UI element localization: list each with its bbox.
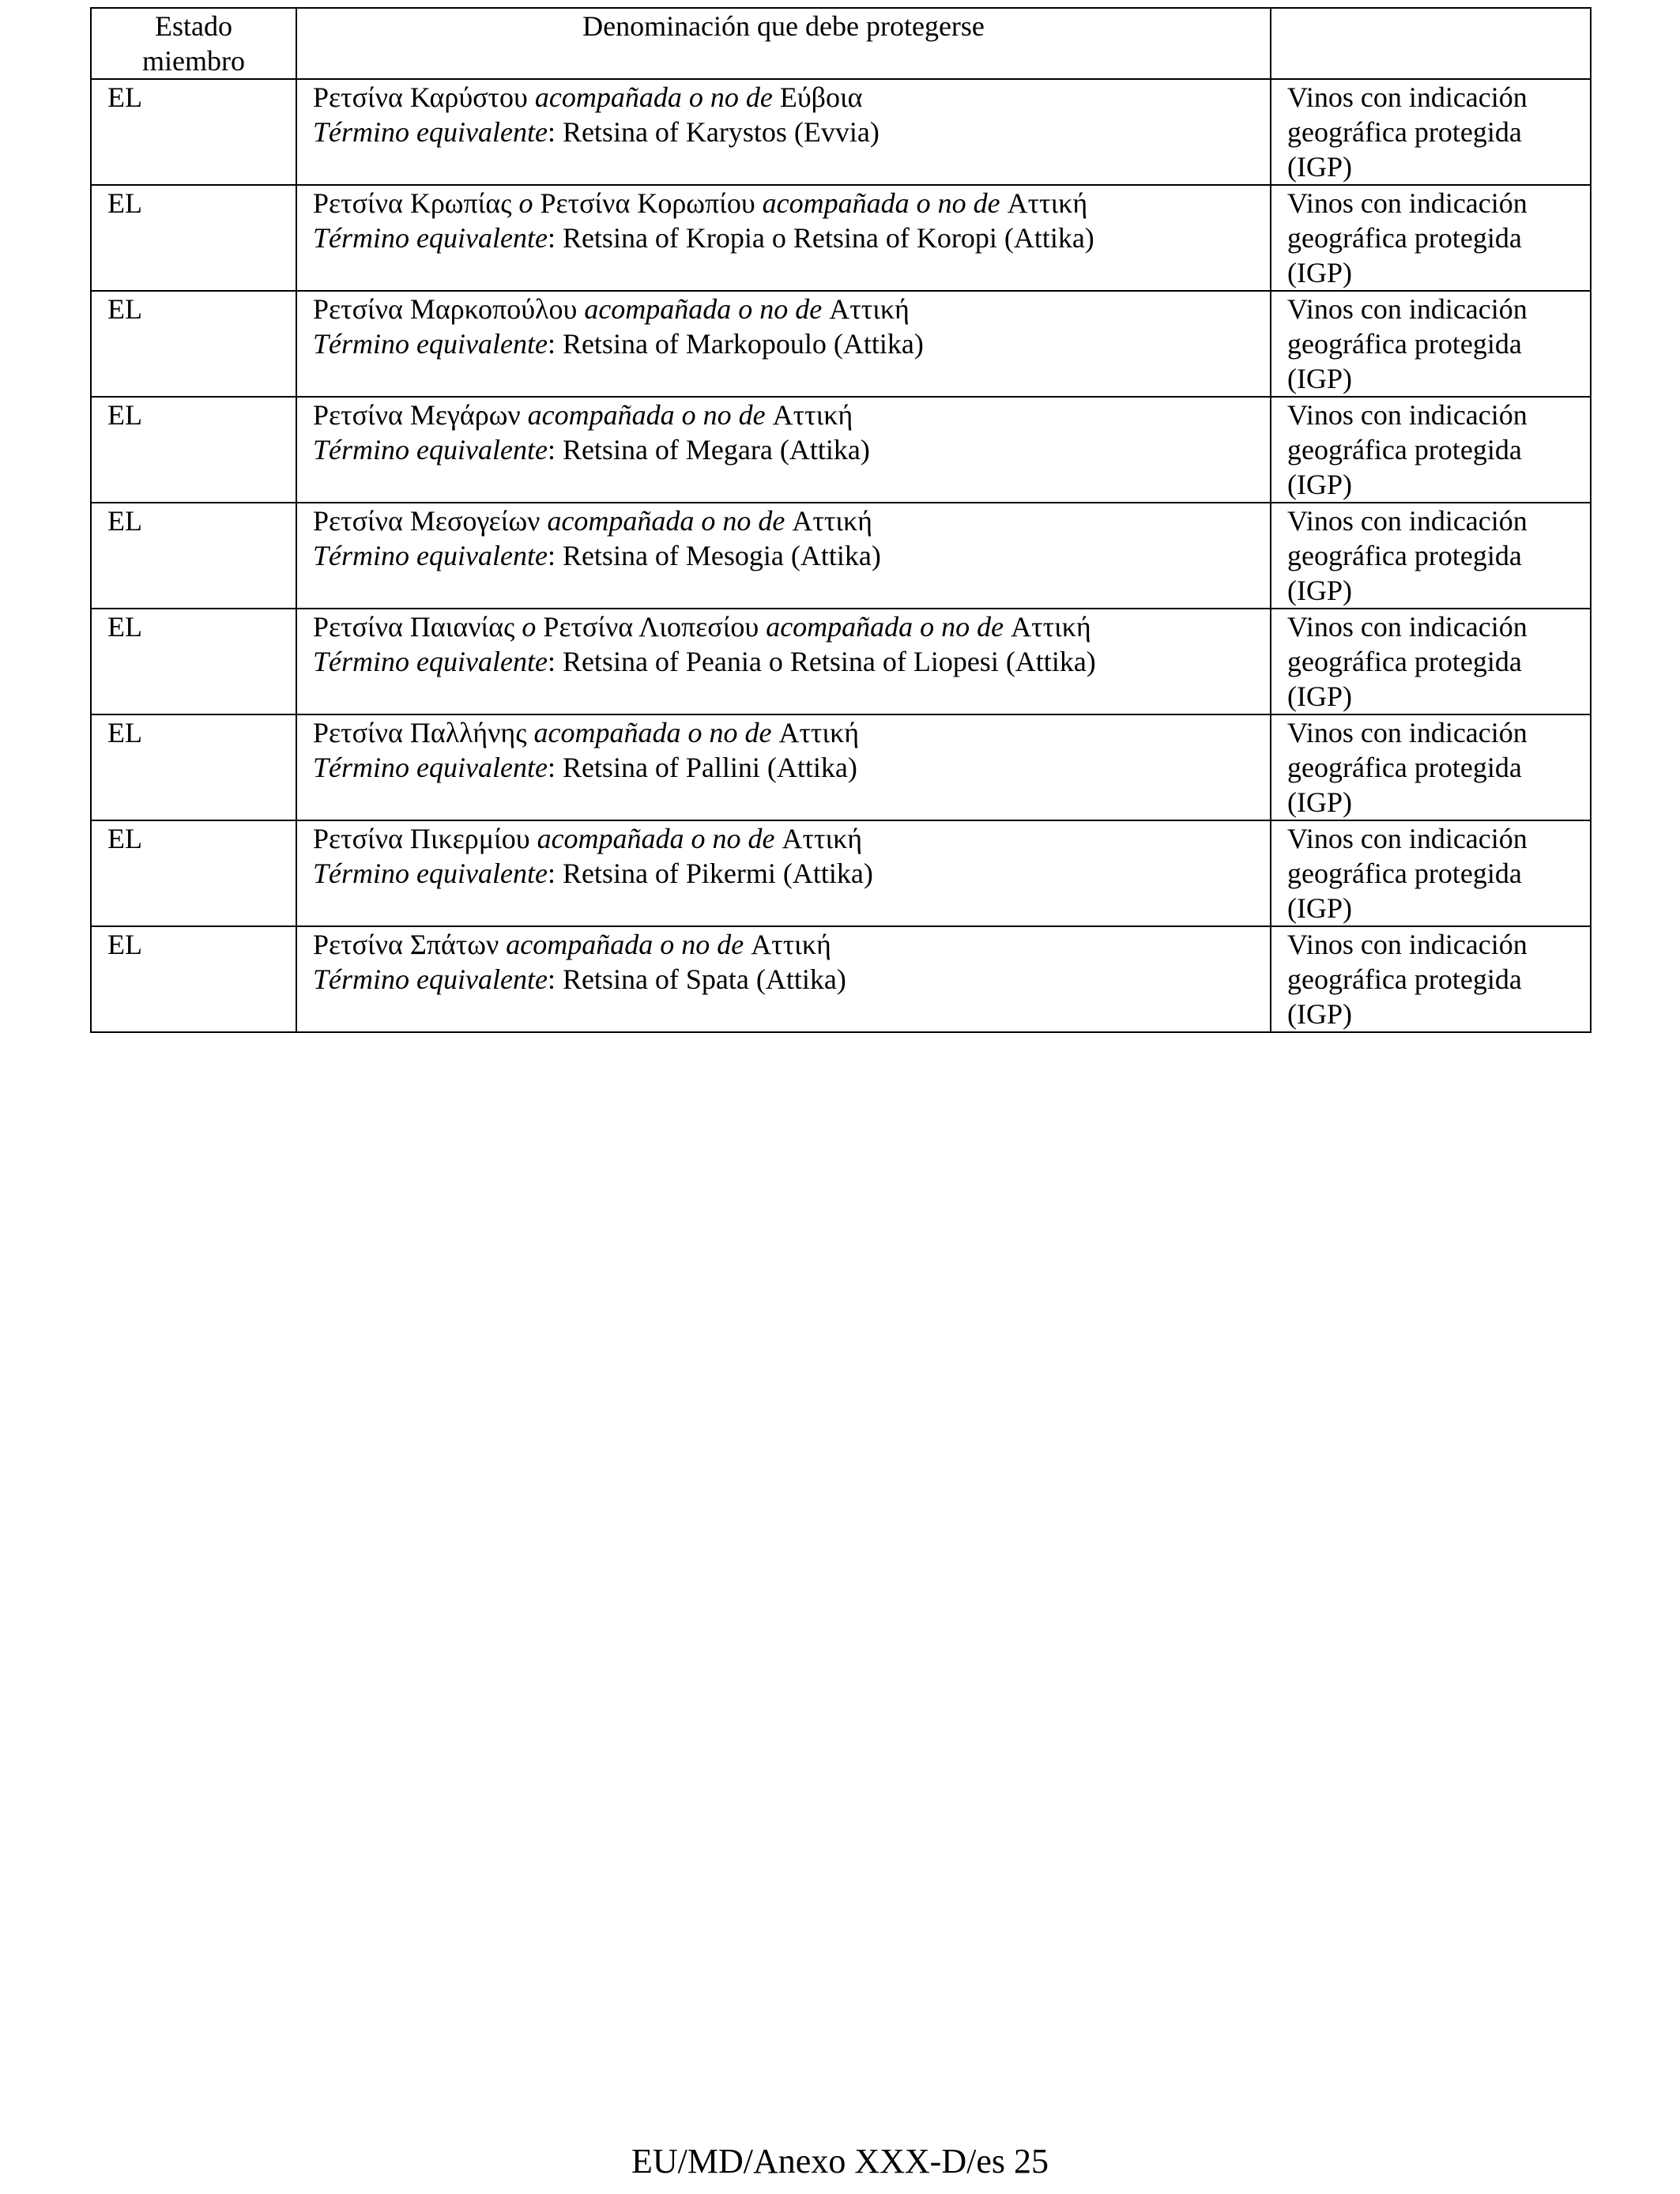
equivalent-term-line [313,115,1270,149]
equivalent-term-line [313,856,1270,891]
equivalent-term-label: Término equivalente [313,646,548,677]
category-text-line: geográfica protegida [1287,752,1522,783]
denomination-greek-name: Ρετσίνα Πικερμίου [313,823,530,854]
header-member-state-line1: Estado [155,10,232,42]
denomination-name-line [313,821,1270,856]
member-state-cell: EL [91,820,296,926]
member-state-cell: EL [91,79,296,185]
member-state-cell: EL [91,714,296,820]
denomination-name-line [313,503,1270,538]
equivalent-term-label: Término equivalente [313,752,548,783]
denomination-greek-name: Αττική [751,929,831,960]
category-text-line: (IGP) [1287,363,1352,394]
equivalent-term-value: : Retsina of Pikermi (Attika) [547,858,873,889]
header-denomination: Denominación que debe protegerse [296,8,1271,79]
equivalent-term-line [313,644,1270,679]
equivalent-term-label: Término equivalente [313,222,548,254]
denomination-greek-name: Αττική [829,293,910,325]
denomination-cell [296,926,1271,1032]
equivalent-term-value: : Retsina of Spata (Attika) [547,963,846,995]
denomination-greek-name: Ρετσίνα Κορωπίου [540,187,755,219]
member-state-cell: EL [91,503,296,609]
equivalent-term-line [313,432,1270,467]
equivalent-term-value: : Retsina of Pallini (Attika) [547,752,857,783]
table-row [91,714,1591,820]
member-state-cell: EL [91,397,296,503]
equivalent-term-label: Término equivalente [313,540,548,571]
equivalent-term-value: : Retsina of Peania o Retsina of Liopesi (Attika) [547,646,1096,677]
denomination-greek-name: Ρετσίνα Μαρκοπούλου [313,293,578,325]
geographical-indications-table [90,7,1591,1033]
denomination-greek-name: Ρετσίνα Μεγάρων [313,399,521,431]
equivalent-term-value: : Retsina of Kropia o Retsina of Koropi (Attika) [547,222,1094,254]
member-state-cell: EL [91,609,296,714]
category-text-line: (IGP) [1287,257,1352,288]
category-text-line: Vinos con indicación [1287,823,1527,854]
header-member-state [91,8,296,79]
equivalent-term-value: : Retsina of Megara (Attika) [547,434,870,466]
denomination-greek-name: Αττική [772,399,853,431]
category-text-line: geográfica protegida [1287,540,1522,571]
table-row [91,820,1591,926]
table-row [91,79,1591,185]
equivalent-term-value: : Retsina of Mesogia (Attika) [547,540,881,571]
denomination-name-line [313,80,1270,115]
denomination-greek-name: Αττική [1011,611,1091,643]
table-header-row [91,8,1591,79]
table-row [91,503,1591,609]
category-cell [1271,926,1591,1032]
category-text-line: geográfica protegida [1287,328,1522,360]
category-text-line: Vinos con indicación [1287,293,1527,325]
member-state-cell: EL [91,291,296,397]
category-text-line: (IGP) [1287,998,1352,1030]
denomination-greek-name: Εύβοια [779,81,863,113]
denomination-greek-name: Ρετσίνα Παιανίας [313,611,515,643]
table-row [91,185,1591,291]
table-row [91,291,1591,397]
table-row [91,609,1591,714]
category-cell [1271,397,1591,503]
category-text-line: Vinos con indicación [1287,399,1527,431]
denomination-name-line [313,398,1270,432]
denomination-connector-text: acompañada o no de [526,717,779,748]
category-cell [1271,609,1591,714]
equivalent-term-label: Término equivalente [313,328,548,360]
member-state-cell: EL [91,185,296,291]
page-footer-reference: EU/MD/Anexo XXX-D/es 25 [631,2142,1049,2181]
denomination-greek-name: Ρετσίνα Σπάτων [313,929,499,960]
denomination-connector-text: acompañada o no de [540,505,793,537]
equivalent-term-label: Término equivalente [313,116,548,148]
denomination-greek-name: Ρετσίνα Παλλήνης [313,717,527,748]
category-text-line: (IGP) [1287,575,1352,606]
denomination-connector-text: acompañada o no de [577,293,830,325]
header-member-state-line2: miembro [142,45,245,77]
denomination-connector-text: acompañada o no de [755,187,1008,219]
category-text-line: Vinos con indicación [1287,81,1527,113]
denomination-greek-name: Ρετσίνα Μεσογείων [313,505,541,537]
category-text-line: Vinos con indicación [1287,929,1527,960]
category-text-line: geográfica protegida [1287,434,1522,466]
category-cell [1271,503,1591,609]
category-text-line: (IGP) [1287,892,1352,924]
equivalent-term-line [313,538,1270,573]
equivalent-term-label: Término equivalente [313,434,548,466]
table-row [91,397,1591,503]
category-text-line: (IGP) [1287,680,1352,712]
table-body [91,79,1591,1032]
category-text-line: Vinos con indicación [1287,611,1527,643]
denomination-connector-text: acompañada o no de [529,823,782,854]
denomination-cell [296,185,1271,291]
denomination-greek-name: Ρετσίνα Λιοπεσίου [543,611,759,643]
category-text-line: (IGP) [1287,469,1352,500]
denomination-cell [296,714,1271,820]
equivalent-term-line [313,750,1270,785]
denomination-greek-name: Αττική [782,823,863,854]
member-state-cell: EL [91,926,296,1032]
header-category [1271,8,1591,79]
denomination-cell [296,291,1271,397]
category-text-line: Vinos con indicación [1287,717,1527,748]
denomination-connector-text: acompañada o no de [520,399,773,431]
equivalent-term-label: Término equivalente [313,858,548,889]
category-text-line: (IGP) [1287,786,1352,818]
denomination-cell [296,397,1271,503]
category-text-line: Vinos con indicación [1287,187,1527,219]
denomination-connector-text: acompañada o no de [527,81,780,113]
category-cell [1271,185,1591,291]
equivalent-term-value: : Retsina of Markopoulo (Attika) [547,328,924,360]
category-text-line: (IGP) [1287,151,1352,183]
denomination-name-line [313,715,1270,750]
category-text-line: geográfica protegida [1287,646,1522,677]
category-text-line: geográfica protegida [1287,116,1522,148]
denomination-name-line [313,292,1270,326]
category-text-line: geográfica protegida [1287,858,1522,889]
category-cell [1271,820,1591,926]
table-row [91,926,1591,1032]
denomination-cell [296,503,1271,609]
denomination-connector-text: o [514,611,544,643]
denomination-greek-name: Αττική [792,505,872,537]
category-cell [1271,714,1591,820]
category-text-line: geográfica protegida [1287,222,1522,254]
equivalent-term-line [313,962,1270,997]
denomination-greek-name: Ρετσίνα Κρωπίας [313,187,512,219]
denomination-connector-text: o [511,187,541,219]
equivalent-term-line [313,326,1270,361]
denomination-name-line [313,927,1270,962]
denomination-connector-text: acompañada o no de [759,611,1011,643]
denomination-cell [296,609,1271,714]
denomination-greek-name: Αττική [778,717,860,748]
category-cell [1271,79,1591,185]
denomination-connector-text: acompañada o no de [499,929,751,960]
equivalent-term-line [313,221,1270,255]
category-text-line: geográfica protegida [1287,963,1522,995]
category-text-line: Vinos con indicación [1287,505,1527,537]
denomination-greek-name: Αττική [1007,187,1088,219]
denomination-name-line [313,609,1270,644]
category-cell [1271,291,1591,397]
denomination-name-line [313,186,1270,221]
denomination-greek-name: Ρετσίνα Καρύστου [313,81,528,113]
denomination-cell [296,820,1271,926]
equivalent-term-value: : Retsina of Karystos (Evvia) [547,116,880,148]
denomination-cell [296,79,1271,185]
equivalent-term-label: Término equivalente [313,963,548,995]
